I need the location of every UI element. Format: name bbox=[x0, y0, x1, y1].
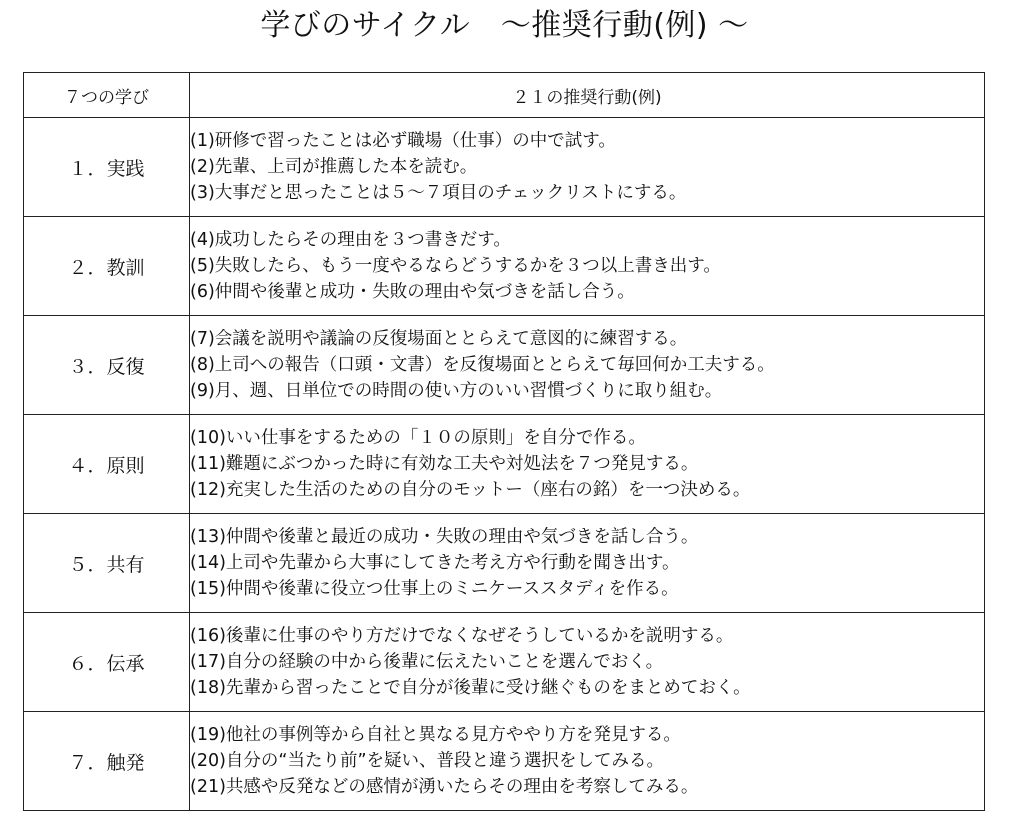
actions-cell bbox=[190, 613, 985, 712]
action-item: (20)自分の“当たり前”を疑い、普段と違う選択をしてみる。 bbox=[190, 751, 665, 771]
category-cell: ７．触発 bbox=[24, 712, 190, 811]
action-item: (18)先輩から習ったことで自分が後輩に受け継ぐものをまとめておく。 bbox=[190, 678, 751, 698]
actions-cell bbox=[190, 316, 985, 415]
category-cell: ４．原則 bbox=[24, 415, 190, 514]
actions-cell bbox=[190, 217, 985, 316]
table-row bbox=[24, 316, 985, 415]
action-item: (19)他社の事例等から自社と異なる見方ややり方を発見する。 bbox=[190, 725, 681, 745]
category-cell: ６．伝承 bbox=[24, 613, 190, 712]
action-item: (2)先輩、上司が推薦した本を読む。 bbox=[190, 157, 478, 177]
header-recommended-actions: ２１の推奨行動(例) bbox=[190, 73, 985, 118]
action-item: (21)共感や反発などの感情が湧いたらその理由を考察してみる。 bbox=[190, 777, 699, 797]
page-title: 学びのサイクル ～推奨行動(例) ～ bbox=[260, 8, 749, 43]
table-row bbox=[24, 514, 985, 613]
action-item: (10)いい仕事をするための「１０の原則」を自分で作る。 bbox=[190, 428, 646, 448]
action-item: (12)充実した生活のための自分のモットー（座右の銘）を一つ決める。 bbox=[190, 480, 751, 500]
action-item: (13)仲間や後輩と最近の成功・失敗の理由や気づきを話し合う。 bbox=[190, 527, 699, 547]
table-row bbox=[24, 415, 985, 514]
table-row bbox=[24, 118, 985, 217]
actions-cell bbox=[190, 514, 985, 613]
category-cell: ３．反復 bbox=[24, 316, 190, 415]
action-item: (8)上司への報告（口頭・文書）を反復場面ととらえて毎回何か工夫する。 bbox=[190, 355, 775, 375]
header-seven-learnings: ７つの学び bbox=[24, 73, 190, 118]
actions-cell bbox=[190, 712, 985, 811]
action-item: (7)会議を説明や議論の反復場面ととらえて意図的に練習する。 bbox=[190, 329, 688, 349]
action-item: (4)成功したらその理由を３つ書きだす。 bbox=[190, 230, 511, 250]
category-cell: ５．共有 bbox=[24, 514, 190, 613]
category-cell: ２．教訓 bbox=[24, 217, 190, 316]
action-item: (6)仲間や後輩と成功・失敗の理由や気づきを話し合う。 bbox=[190, 282, 635, 302]
action-item: (16)後輩に仕事のやり方だけでなくなぜそうしているかを説明する。 bbox=[190, 626, 734, 646]
action-item: (14)上司や先輩から大事にしてきた考え方や行動を聞き出す。 bbox=[190, 553, 680, 573]
action-item: (15)仲間や後輩に役立つ仕事上のミニケーススタディを作る。 bbox=[190, 579, 679, 599]
table-header-row bbox=[24, 73, 985, 118]
action-item: (5)失敗したら、もう一度やるならどうするかを３つ以上書き出す。 bbox=[190, 256, 721, 276]
category-cell: １．実践 bbox=[24, 118, 190, 217]
actions-cell bbox=[190, 118, 985, 217]
table-row bbox=[24, 217, 985, 316]
table-row bbox=[24, 712, 985, 811]
table-row bbox=[24, 613, 985, 712]
action-item: (3)大事だと思ったことは５～７項目のチェックリストにする。 bbox=[190, 183, 687, 203]
actions-cell bbox=[190, 415, 985, 514]
learning-cycle-table bbox=[23, 72, 985, 811]
action-item: (9)月、週、日単位での時間の使い方のいい習慣づくりに取り組む。 bbox=[190, 381, 723, 401]
action-item: (1)研修で習ったことは必ず職場（仕事）の中で試す。 bbox=[190, 131, 616, 151]
action-item: (17)自分の経験の中から後輩に伝えたいことを選んでおく。 bbox=[190, 652, 664, 672]
action-item: (11)難題にぶつかった時に有効な工夫や対処法を７つ発見する。 bbox=[190, 454, 699, 474]
